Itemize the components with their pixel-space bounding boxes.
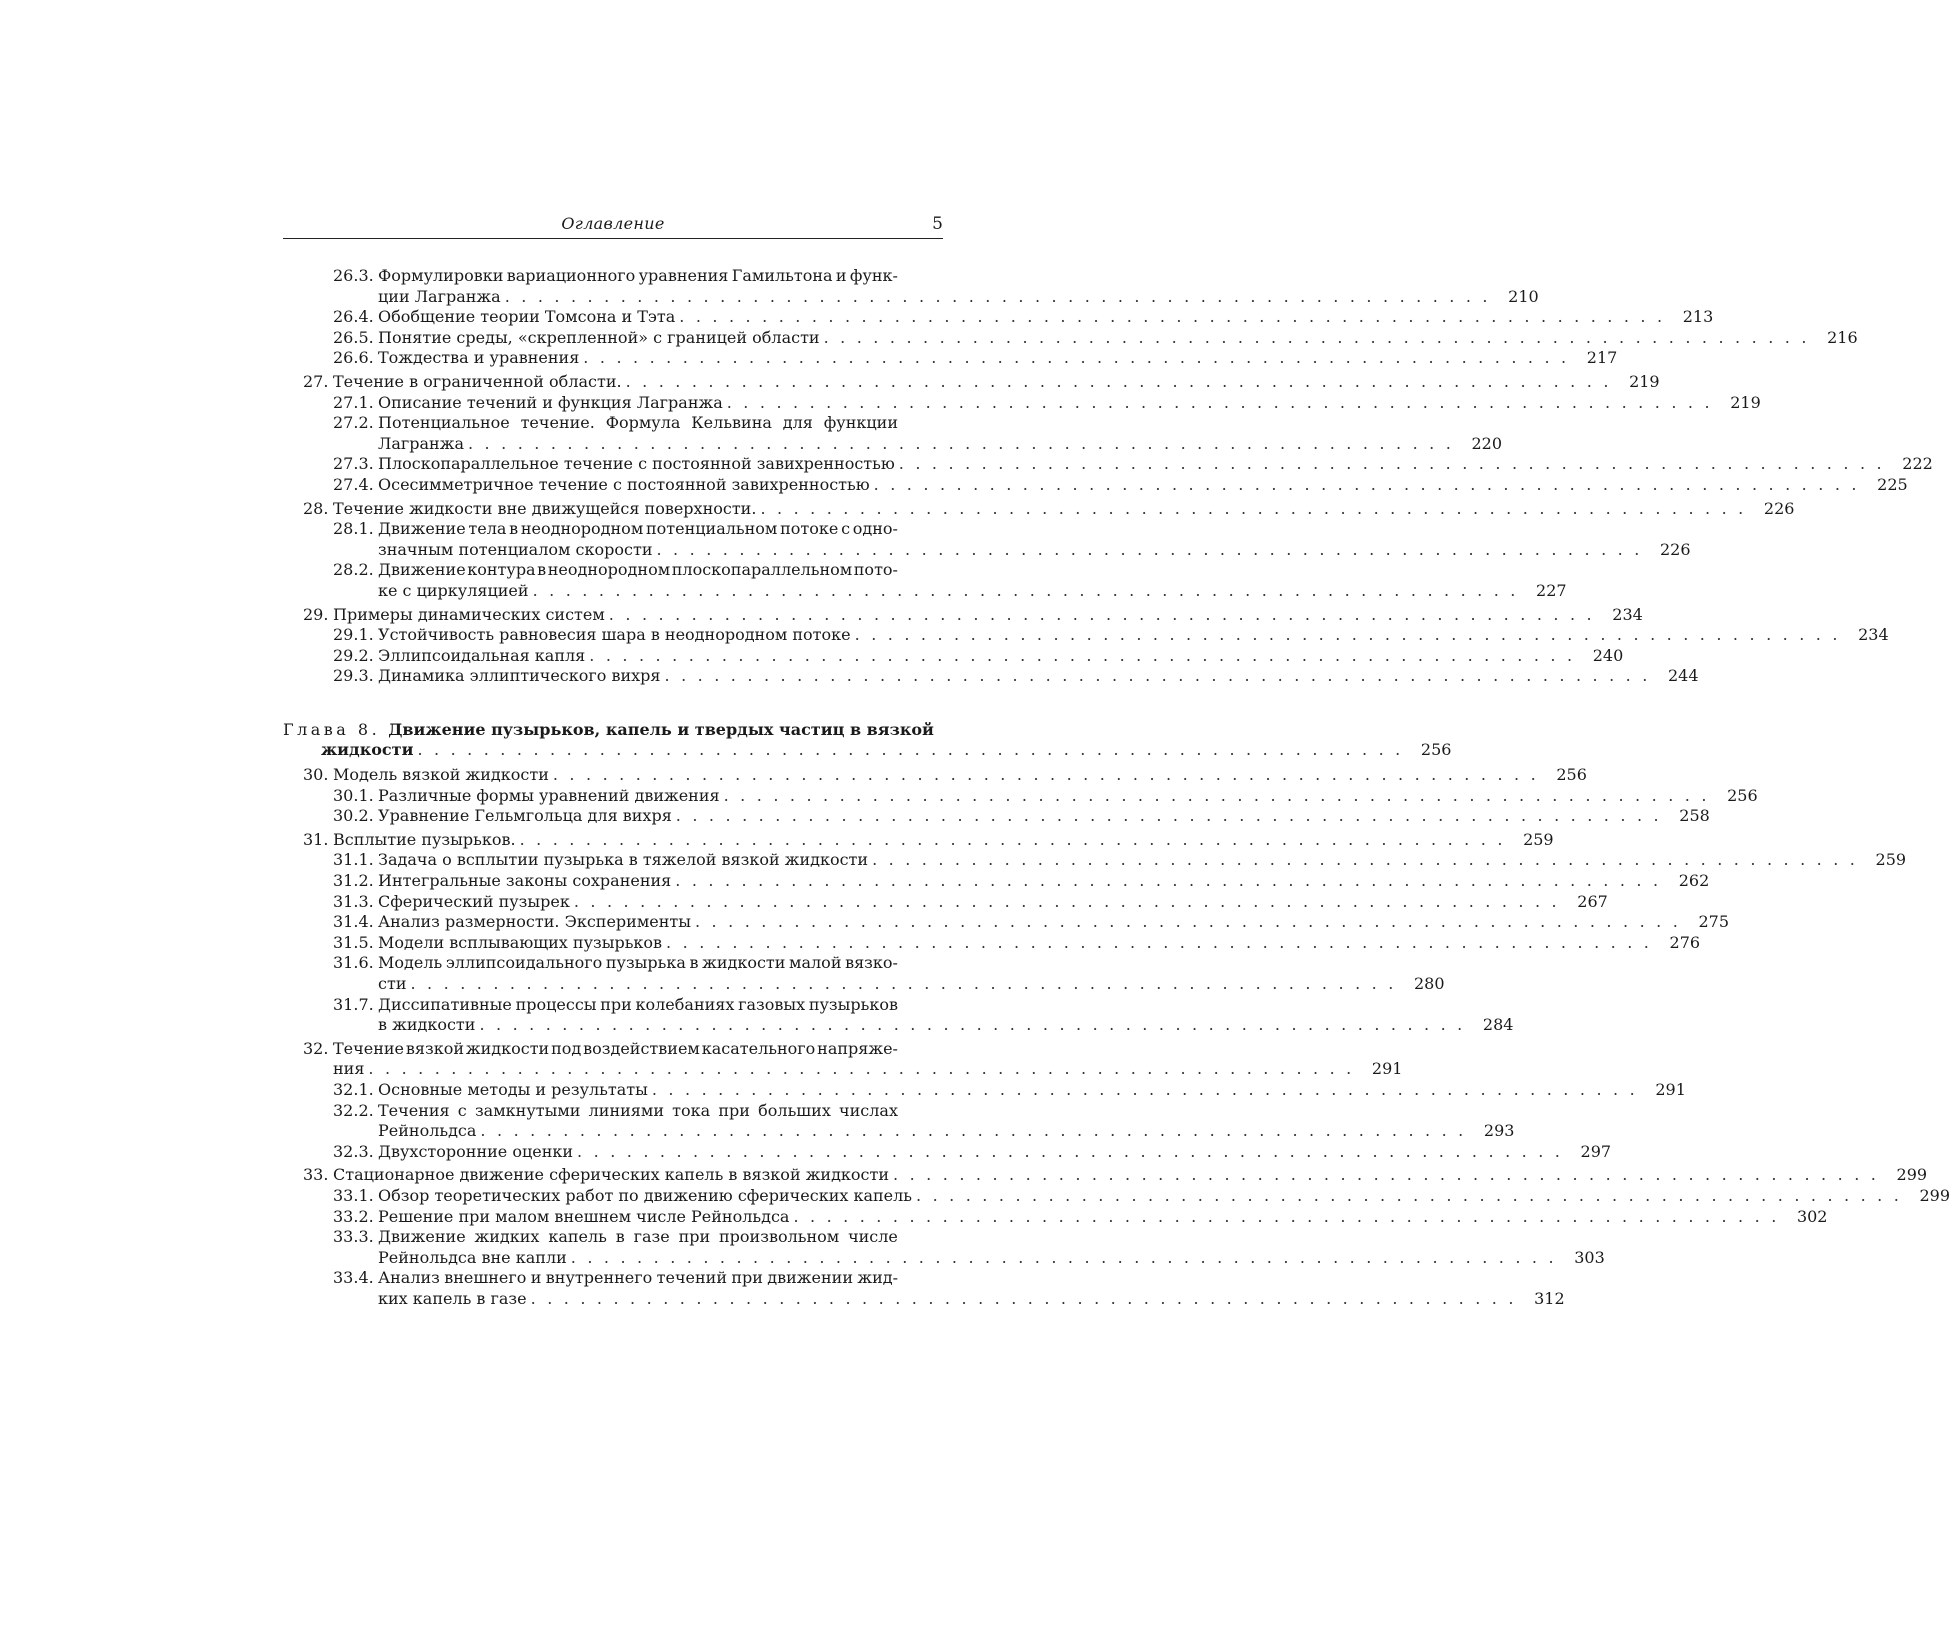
toc-entry-word: Течение — [333, 1038, 404, 1058]
toc-entry-number: 31.3. — [333, 891, 374, 911]
toc-entry-title: ке с циркуляцией — [378, 580, 529, 600]
toc-entry-word: течений — [656, 1268, 727, 1288]
leader-dots: . . . . . . . . . . . . . . . . . . . . . . . . . . . . . . . . . . . . . . . . . . . . . . . . . . . . . . . . . . . . — [589, 645, 1576, 665]
toc-entry-word: под — [551, 1038, 582, 1058]
toc-entry-word: внутреннего — [545, 1268, 653, 1288]
toc-entry-word: пото- — [853, 560, 898, 580]
toc-list-bottom — [283, 765, 1950, 1309]
leader-dots: . . . . . . . . . . . . . . . . . . . . . . . . . . . . . . . . . . . . . . . . . . . . . . . . . . . . . . . . . . . . — [479, 1015, 1466, 1035]
toc-entry — [283, 392, 1761, 414]
toc-entry-number: 33.2. — [333, 1206, 374, 1226]
toc-entry-word: газовых — [738, 994, 806, 1014]
toc-entry-number: 30.2. — [333, 806, 374, 826]
toc-entry-word: Течения — [378, 1100, 450, 1120]
toc-entry — [283, 912, 1730, 933]
toc-entry-page: 259 — [1523, 829, 1554, 849]
toc-entry-word: жидких — [474, 1227, 540, 1247]
toc-entry-page: 234 — [1858, 625, 1889, 645]
toc-entry — [283, 1165, 1928, 1186]
leader-dots: . . . . . . . . . . . . . . . . . . . . . . . . . . . . . . . . . . . . . . . . . . . . . . . . . . . . . . . . . . . . — [368, 1059, 1355, 1079]
toc-entry — [283, 1185, 1950, 1207]
toc-entry-title: Модели всплывающих пузырьков — [378, 932, 663, 952]
toc-entry — [283, 850, 1907, 871]
leader-dots: . . . . . . . . . . . . . . . . . . . . . . . . . . . . . . . . . . . . . . . . . . . . . . . . . . . . . . . . . . . . — [625, 371, 1612, 391]
toc-entry-page: 217 — [1586, 348, 1618, 368]
toc-entry-page: 293 — [1483, 1121, 1515, 1141]
toc-entry-title: ния — [333, 1059, 365, 1079]
toc-entry-page: 240 — [1592, 645, 1624, 665]
toc-entry-word: эллипсоидального — [445, 953, 603, 973]
toc-entry-word: и — [530, 1268, 542, 1288]
toc-entry-page: 256 — [1556, 765, 1587, 785]
toc-entry-title: Основные методы и результаты — [378, 1079, 648, 1099]
leader-dots: . . . . . . . . . . . . . . . . . . . . . . . . . . . . . . . . . . . . . . . . . . . . . . . . . . . . . . . . . . . . — [723, 785, 1710, 805]
toc-entry-number: 31.5. — [333, 932, 374, 952]
toc-entry-word: в — [615, 1227, 625, 1247]
toc-entry-page: 226 — [1763, 498, 1795, 518]
toc-entry — [283, 1227, 1605, 1268]
toc-entry-number: 33.4. — [333, 1268, 374, 1288]
leader-dots: . . . . . . . . . . . . . . . . . . . . . . . . . . . . . . . . . . . . . . . . . . . . . . . . . . . . . . . . . . . . — [410, 974, 1397, 993]
toc-entry-page: 227 — [1536, 580, 1567, 600]
leader-dots: . . . . . . . . . . . . . . . . . . . . . . . . . . . . . . . . . . . . . . . . . . . . . . . . . . . . . . . . . . . . — [872, 850, 1859, 870]
toc-entry-number: 31.1. — [333, 850, 374, 870]
toc-entry-word: воздействием — [583, 1038, 700, 1058]
toc-entry-word: процессы — [515, 994, 597, 1014]
toc-entry-title: Течение жидкости вне движущейся поверхности. — [333, 498, 757, 518]
toc-entry-page: 219 — [1629, 371, 1660, 391]
toc-entry-number: 31.6. — [333, 953, 374, 973]
toc-entry-number: 28.2. — [333, 560, 374, 580]
toc-entry-title: Осесимметричное течение с постоянной завихренностью — [378, 474, 870, 494]
toc-entry-word: вязко- — [845, 953, 898, 973]
toc-entry-number: 27.1. — [333, 392, 374, 412]
toc-entry — [283, 1268, 1565, 1309]
toc-entry-page: 291 — [1371, 1059, 1403, 1079]
toc-entry-number: 30.1. — [333, 785, 374, 805]
toc-entry-word: вариационного — [506, 266, 636, 285]
toc-entry-word: потоке — [780, 519, 839, 539]
toc-entry-number: 26.3. — [333, 266, 374, 285]
toc-entry-word: Движение — [378, 519, 466, 539]
toc-entry-title: Интегральные законы сохранения — [378, 871, 672, 891]
toc-entry-title: Понятие среды, «скрепленной» с границей области — [378, 327, 820, 347]
leader-dots: . . . . . . . . . . . . . . . . . . . . . . . . . . . . . . . . . . . . . . . . . . . . . . . . . . . . . . . . . . . . — [898, 454, 1885, 474]
leader-dots: . . . . . . . . . . . . . . . . . . . . . . . . . . . . . . . . . . . . . . . . . . . . . . . . . . . . . . . . . . . . — [583, 348, 1570, 368]
leader-dots: . . . . . . . . . . . . . . . . . . . . . . . . . . . . . . . . . . . . . . . . . . . . . . . . . . . . . . . . . . . . — [823, 327, 1810, 347]
toc-entry — [283, 307, 1714, 328]
leader-dots: . . . . . . . . . . . . . . . . . . . . . . . . . . . . . . . . . . . . . . . . . . . . . . . . . . . . . . . . . . . . — [532, 580, 1519, 600]
toc-entry-page: 259 — [1875, 850, 1907, 870]
leader-dots: . . . . . . . . . . . . . . . . . . . . . . . . . . . . . . . . . . . . . . . . . . . . . . . . . . . . . . . . . . . . — [417, 740, 1404, 760]
toc-entry-number: 26.4. — [333, 307, 374, 327]
toc-entry-word: произвольном — [719, 1227, 840, 1247]
leader-dots: . . . . . . . . . . . . . . . . . . . . . . . . . . . . . . . . . . . . . . . . . . . . . . . . . . . . . . . . . . . . — [656, 539, 1643, 559]
toc-entry — [283, 519, 1691, 560]
toc-entry-page: 244 — [1668, 666, 1699, 686]
toc-entry-number: 32. — [303, 1038, 329, 1058]
toc-entry-page: 299 — [1919, 1185, 1950, 1205]
toc-entry-number: 26.5. — [333, 327, 374, 347]
toc-entry-word: Кельвина — [691, 413, 772, 433]
toc-entry — [283, 474, 1908, 496]
toc-entry-title: Описание течений и функция Лагранжа — [378, 392, 723, 412]
toc-entry-page: 219 — [1730, 392, 1761, 412]
toc-entry — [283, 371, 1660, 393]
toc-entry-title: Двухсторонние оценки — [378, 1141, 574, 1161]
toc-entry — [283, 498, 1795, 520]
toc-entry-word: пузырьков — [808, 994, 898, 1014]
toc-entry-title: Обобщение теории Томсона и Тэта — [378, 307, 676, 327]
toc-entry-number: 29.3. — [333, 666, 374, 686]
toc-entry-page: 256 — [1727, 785, 1758, 805]
leader-dots: . . . . . . . . . . . . . . . . . . . . . . . . . . . . . . . . . . . . . . . . . . . . . . . . . . . . . . . . . . . . — [608, 604, 1595, 624]
leader-dots: . . . . . . . . . . . . . . . . . . . . . . . . . . . . . . . . . . . . . . . . . . . . . . . . . . . . . . . . . . . . — [504, 286, 1491, 306]
toc-entry-word: в — [537, 560, 547, 580]
running-title: Оглавление — [561, 214, 665, 233]
leader-dots: . . . . . . . . . . . . . . . . . . . . . . . . . . . . . . . . . . . . . . . . . . . . . . . . . . . . . . . . . . . . — [760, 498, 1747, 518]
toc-entry-page: 216 — [1827, 327, 1858, 347]
toc-entry — [283, 560, 1567, 601]
toc-entry-number: 27.2. — [333, 413, 374, 433]
leader-dots: . . . . . . . . . . . . . . . . . . . . . . . . . . . . . . . . . . . . . . . . . . . . . . . . . . . . . . . . . . . . — [873, 474, 1860, 494]
toc-entry-word: напряже- — [817, 1038, 898, 1058]
toc-entry-title: Модель вязкой жидкости — [333, 765, 549, 785]
toc-entry-number: 28.1. — [333, 519, 374, 539]
toc-entry-number: 33.1. — [333, 1185, 374, 1205]
toc-entry — [283, 829, 1554, 851]
toc-entry-word: неоднородном — [520, 519, 644, 539]
toc-entry-title: Рейнольдса вне капли — [378, 1247, 567, 1267]
toc-entry-word: и — [835, 266, 847, 285]
leader-dots: . . . . . . . . . . . . . . . . . . . . . . . . . . . . . . . . . . . . . . . . . . . . . . . . . . . . . . . . . . . . — [480, 1121, 1467, 1141]
toc-entry-word: касательного — [701, 1038, 816, 1058]
leader-dots: . . . . . . . . . . . . . . . . . . . . . . . . . . . . . . . . . . . . . . . . . . . . . . . . . . . . . . . . . . . . — [694, 912, 1682, 932]
toc-entry-number: 27.3. — [333, 454, 374, 474]
toc-entry-page: 226 — [1659, 539, 1691, 559]
toc-entry-title: ции Лагранжа — [378, 286, 501, 306]
toc-entry — [283, 1079, 1686, 1101]
chapter-heading — [283, 719, 1452, 761]
toc-entry-number: 31.2. — [333, 871, 374, 891]
toc-entry — [283, 645, 1624, 667]
toc-entry-word: больших — [758, 1100, 831, 1120]
toc-entry-title: Динамика эллиптического вихря — [378, 666, 661, 686]
leader-dots: . . . . . . . . . . . . . . . . . . . . . . . . . . . . . . . . . . . . . . . . . . . . . . . . . . . . . . . . . . . . — [675, 871, 1662, 891]
toc-entry-word: Диссипативные — [378, 994, 512, 1014]
toc-entry — [283, 953, 1445, 994]
toc-entry-word: для — [782, 413, 813, 433]
toc-entry-number: 29. — [303, 604, 329, 624]
toc-entry-word: Движение — [378, 560, 466, 580]
leader-dots: . . . . . . . . . . . . . . . . . . . . . . . . . . . . . . . . . . . . . . . . . . . . . . . . . . . . . . . . . . . . — [916, 1185, 1903, 1205]
toc-entry — [283, 604, 1643, 626]
toc-entry — [283, 266, 1539, 307]
leader-dots: . . . . . . . . . . . . . . . . . . . . . . . . . . . . . . . . . . . . . . . . . . . . . . . . . . . . . . . . . . . . — [552, 765, 1539, 785]
toc-entry-page: 303 — [1574, 1247, 1605, 1267]
toc-entry-title: Различные формы уравнений движения — [378, 785, 720, 805]
toc-entry-number: 29.2. — [333, 645, 374, 665]
toc-entry-number: 30. — [303, 765, 329, 785]
toc-entry-page: 222 — [1902, 454, 1933, 474]
toc-entry-word: Потенциальное — [378, 413, 510, 433]
leader-dots: . . . . . . . . . . . . . . . . . . . . . . . . . . . . . . . . . . . . . . . . . . . . . . . . . . . . . . . . . . . . — [854, 625, 1841, 645]
toc-entry-word: Формулировки — [378, 266, 504, 285]
toc-entry-number: 31.7. — [333, 994, 374, 1014]
toc-entry-page: 220 — [1471, 433, 1503, 453]
toc-entry-word: Гамильтона — [731, 266, 833, 285]
leader-dots: . . . . . . . . . . . . . . . . . . . . . . . . . . . . . . . . . . . . . . . . . . . . . . . . . . . . . . . . . . . . — [664, 666, 1651, 686]
toc-entry-word: тока — [672, 1100, 711, 1120]
toc-entry-word: в — [509, 519, 519, 539]
toc-entry — [283, 1100, 1515, 1142]
toc-entry-title: Лагранжа — [378, 433, 464, 453]
toc-entry-word: с — [457, 1100, 467, 1120]
toc-entry-word: пузырька — [605, 953, 686, 973]
toc-entry-word: Анализ — [378, 1268, 440, 1288]
toc-entry-word: газе — [633, 1227, 670, 1247]
toc-entry-page: 302 — [1796, 1206, 1828, 1226]
toc-entry-word: числе — [848, 1227, 898, 1247]
toc-entry-page: 284 — [1482, 1015, 1514, 1035]
leader-dots: . . . . . . . . . . . . . . . . . . . . . . . . . . . . . . . . . . . . . . . . . . . . . . . . . . . . . . . . . . . . — [573, 891, 1560, 911]
toc-entry — [283, 932, 1701, 954]
toc-entry — [283, 348, 1618, 369]
toc-entry-title: Стационарное движение сферических капель в вязкой жидкости — [333, 1165, 890, 1185]
toc-entry-word: плоскопараллельном — [671, 560, 853, 580]
toc-entry-word: в — [689, 953, 699, 973]
toc-entry-word: вязкой — [405, 1038, 464, 1058]
toc-entry-page: 297 — [1580, 1141, 1612, 1161]
toc-list-top — [283, 266, 1933, 687]
toc-entry-title: сти — [378, 974, 407, 993]
leader-dots: . . . . . . . . . . . . . . . . . . . . . . . . . . . . . . . . . . . . . . . . . . . . . . . . . . . . . . . . . . . . — [467, 433, 1455, 453]
toc-entry-page: 280 — [1413, 974, 1445, 993]
toc-entry-title: Течение в ограниченной области. — [333, 371, 622, 391]
toc-entry-word: колебаниях — [635, 994, 735, 1014]
toc-entry-title: значным потенциалом скорости — [378, 539, 653, 559]
toc-entry — [283, 1038, 1403, 1080]
toc-entry-title: Рейнольдса — [378, 1121, 477, 1141]
page-header — [283, 212, 943, 239]
leader-dots: . . . . . . . . . . . . . . . . . . . . . . . . . . . . . . . . . . . . . . . . . . . . . . . . . . . . . . . . . . . . — [675, 806, 1662, 826]
toc-entry-page: 210 — [1508, 286, 1539, 306]
toc-entry — [283, 785, 1758, 807]
toc-entry-word: при — [600, 994, 632, 1014]
toc-entry-title: в жидкости — [378, 1015, 476, 1035]
toc-entry-word: функции — [823, 413, 898, 433]
toc-entry-number: 28. — [303, 498, 329, 518]
toc-entry-page: 291 — [1655, 1079, 1686, 1099]
leader-dots: . . . . . . . . . . . . . . . . . . . . . . . . . . . . . . . . . . . . . . . . . . . . . . . . . . . . . . . . . . . . — [651, 1079, 1638, 1099]
toc-entry — [283, 871, 1710, 892]
toc-entry-word: Движение — [378, 1227, 466, 1247]
leader-dots: . . . . . . . . . . . . . . . . . . . . . . . . . . . . . . . . . . . . . . . . . . . . . . . . . . . . . . . . . . . . — [519, 829, 1506, 849]
toc-entry-word: с — [841, 519, 851, 539]
toc-entry — [283, 765, 1587, 786]
toc-entry-word: потенциальном — [645, 519, 778, 539]
toc-entry-word: жид- — [857, 1268, 898, 1288]
toc-entry-page: 234 — [1612, 604, 1643, 624]
toc-entry-number: 27.4. — [333, 474, 374, 494]
toc-entry-word: при — [678, 1227, 711, 1247]
toc-entry-word: внешнего — [444, 1268, 527, 1288]
toc-entry-word: уравнения — [638, 266, 729, 285]
toc-entry-page: 258 — [1679, 806, 1710, 826]
toc-entry-page: 213 — [1682, 307, 1714, 327]
leader-dots: . . . . . . . . . . . . . . . . . . . . . . . . . . . . . . . . . . . . . . . . . . . . . . . . . . . . . . . . . . . . — [793, 1206, 1780, 1226]
toc-entry-word: одно- — [852, 519, 898, 539]
toc-entry-page: 262 — [1678, 871, 1710, 891]
toc-entry-word: при — [731, 1268, 763, 1288]
toc-entry-title: Плоскопараллельное течение с постоянной завихренностью — [378, 454, 895, 474]
toc-entry-title: Обзор теоретических работ по движению сферических капель — [378, 1185, 913, 1205]
toc-entry-number: 31.4. — [333, 912, 374, 932]
toc-entry-word: Модель — [378, 953, 443, 973]
leader-dots: . . . . . . . . . . . . . . . . . . . . . . . . . . . . . . . . . . . . . . . . . . . . . . . . . . . . . . . . . . . . — [577, 1141, 1564, 1161]
toc-entry-number: 31. — [303, 829, 329, 849]
toc-entry-page: 299 — [1896, 1165, 1928, 1185]
toc-entry-number: 32.2. — [333, 1100, 374, 1120]
toc-entry-title: Тождества и уравнения — [378, 348, 580, 368]
toc-entry — [283, 666, 1699, 687]
toc-entry-title: Уравнение Гельмгольца для вихря — [378, 806, 672, 826]
toc-entry-title: Всплытие пузырьков. — [333, 829, 516, 849]
toc-entry — [283, 625, 1889, 646]
chapter-page: 256 — [1420, 740, 1452, 760]
toc-entry — [283, 1141, 1612, 1163]
toc-entry-title: Примеры динамических систем — [333, 604, 605, 624]
toc-entry-number: 33. — [303, 1165, 329, 1185]
toc-entry-page: 312 — [1534, 1288, 1565, 1308]
toc-entry-number: 32.3. — [333, 1141, 374, 1161]
toc-entry-title: Устойчивость равновесия шара в неоднородном потоке — [378, 625, 851, 645]
toc-entry-title: ких капель в газе — [378, 1288, 527, 1308]
toc-entry-title: Эллипсоидальная капля — [378, 645, 586, 665]
toc-entry — [283, 891, 1608, 913]
toc-entry — [283, 454, 1933, 475]
leader-dots: . . . . . . . . . . . . . . . . . . . . . . . . . . . . . . . . . . . . . . . . . . . . . . . . . . . . . . . . . . . . — [666, 932, 1653, 952]
toc-entry-title: Сферический пузырек — [378, 891, 570, 911]
toc-entry-word: контура — [467, 560, 536, 580]
leader-dots: . . . . . . . . . . . . . . . . . . . . . . . . . . . . . . . . . . . . . . . . . . . . . . . . . . . . . . . . . . . . — [530, 1288, 1517, 1308]
page-number: 5 — [932, 214, 943, 234]
toc-entry-page: 267 — [1577, 891, 1608, 911]
chapter-label: Глава 8. — [283, 719, 381, 739]
toc-entry-number: 29.1. — [333, 625, 374, 645]
toc-entry-word: замкнутыми — [474, 1100, 581, 1120]
toc-entry — [283, 1206, 1828, 1228]
leader-dots: . . . . . . . . . . . . . . . . . . . . . . . . . . . . . . . . . . . . . . . . . . . . . . . . . . . . . . . . . . . . — [679, 307, 1666, 327]
toc-entry — [283, 994, 1514, 1036]
toc-entry-title: Задача о всплытии пузырька в тяжелой вязкой жидкости — [378, 850, 869, 870]
toc-page — [283, 212, 1950, 1310]
toc-entry-word: линиями — [588, 1100, 664, 1120]
toc-entry-page: 276 — [1669, 932, 1701, 952]
toc-entry-title: Анализ размерности. Эксперименты — [378, 912, 691, 932]
toc-entry-word: жидкости — [465, 1038, 550, 1058]
toc-entry-title: Решение при малом внешнем числе Рейнольдса — [378, 1206, 790, 1226]
leader-dots: . . . . . . . . . . . . . . . . . . . . . . . . . . . . . . . . . . . . . . . . . . . . . . . . . . . . . . . . . . . . — [570, 1247, 1557, 1267]
toc-entry — [283, 327, 1858, 349]
chapter-title-line2: жидкости — [321, 740, 414, 760]
toc-entry-number: 32.1. — [333, 1079, 374, 1099]
toc-entry-page: 275 — [1698, 912, 1730, 932]
leader-dots: . . . . . . . . . . . . . . . . . . . . . . . . . . . . . . . . . . . . . . . . . . . . . . . . . . . . . . . . . . . . — [893, 1165, 1880, 1185]
toc-entry-word: тела — [468, 519, 507, 539]
leader-dots: . . . . . . . . . . . . . . . . . . . . . . . . . . . . . . . . . . . . . . . . . . . . . . . . . . . . . . . . . . . . — [726, 392, 1713, 412]
toc-entry-word: движении — [767, 1268, 853, 1288]
toc-entry-word: числах — [839, 1100, 898, 1120]
toc-entry-word: течение. — [520, 413, 595, 433]
toc-entry-number: 26.6. — [333, 348, 374, 368]
toc-entry-word: функ- — [849, 266, 898, 285]
toc-entry-number: 33.3. — [333, 1227, 374, 1247]
toc-entry-word: Формула — [605, 413, 681, 433]
chapter-title-line1: Движение пузырьков, капель и твердых частиц в вязкой — [388, 719, 934, 739]
toc-entry-number: 27. — [303, 371, 329, 391]
toc-entry-word: при — [718, 1100, 750, 1120]
toc-entry — [283, 806, 1710, 827]
toc-entry-page: 225 — [1877, 474, 1908, 494]
toc-entry-word: неоднородном — [547, 560, 671, 580]
toc-entry-word: жидкости — [702, 953, 786, 973]
toc-entry-word: капель — [548, 1227, 607, 1247]
toc-entry — [283, 413, 1503, 454]
toc-entry-word: малой — [789, 953, 842, 973]
